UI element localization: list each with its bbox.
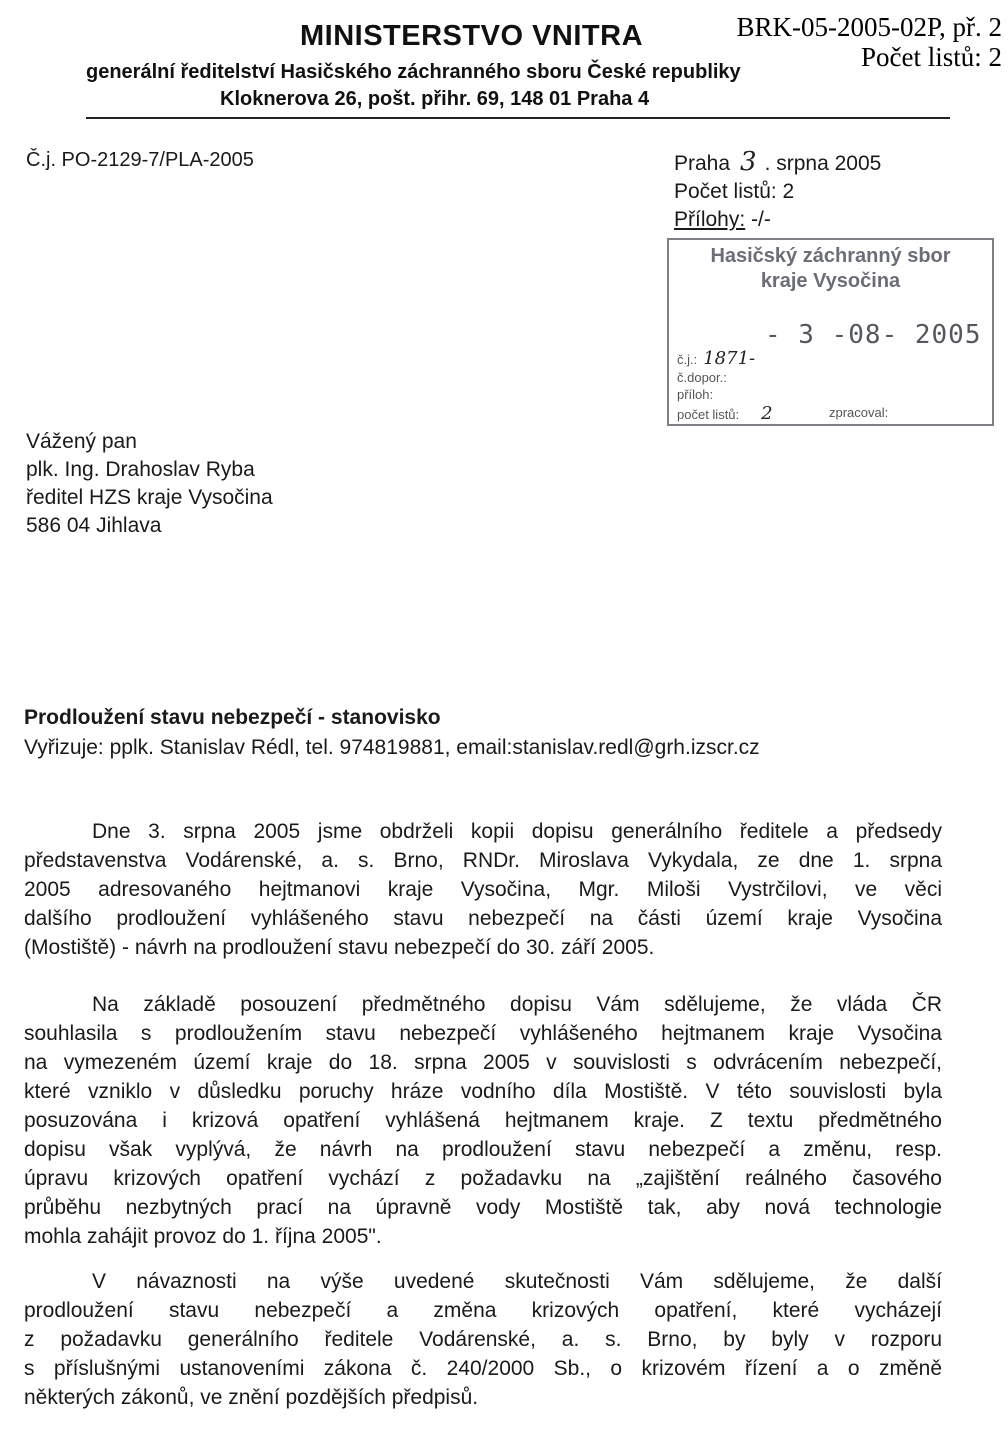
body-paragraph-2 bbox=[24, 990, 942, 1251]
reference-number: Č.j. PO-2129-7/PLA-2005 bbox=[26, 149, 254, 171]
body-line: prodloužení stavu nebezpečí a změna krizových opatření, které vycházejí bbox=[24, 1299, 942, 1322]
body-line: (Mostiště) - návrh na prodloužení stavu nebezpečí do 30. září 2005. bbox=[24, 936, 655, 959]
letterhead-address: Kloknerova 26, pošt. přihr. 69, 148 01 Praha 4 bbox=[220, 88, 650, 110]
body-line: dalšího prodloužení vyhlášeného stavu nebezpečí na části území kraje Vysočina bbox=[24, 907, 942, 930]
stamp-org-line1: Hasičský záchranný sbor bbox=[710, 245, 951, 267]
body-line: z požadavku generálního ředitele Vodárenské, a. s. Brno, by byly v rozporu bbox=[24, 1328, 942, 1351]
addressee-position: ředitel HZS kraje Vysočina bbox=[26, 486, 273, 509]
attachments-value: -/- bbox=[745, 208, 771, 231]
letterhead-divider bbox=[86, 117, 950, 119]
body-line: Na základě posouzení předmětného dopisu Vám sdělujeme, že vláda ČR bbox=[92, 993, 942, 1016]
date-day-handwritten: 3 bbox=[740, 147, 757, 177]
body-line: dopisu však vyplývá, že návrh na prodloužení stavu nebezpečí a změnu, resp. bbox=[24, 1138, 942, 1161]
stamp-pocet-value: 2 bbox=[761, 403, 773, 424]
body-line: Dne 3. srpna 2005 jsme obdrželi kopii dopisu generálního ředitele a předsedy bbox=[92, 820, 942, 843]
stamp-pocet-field bbox=[677, 403, 773, 424]
stamp-pocet-label: počet listů: bbox=[677, 407, 740, 422]
body-line: 2005 adresovaného hejtmanovi kraje Vysočina, Mgr. Miloši Vystrčilovi, ve věci bbox=[24, 878, 942, 901]
addressee-city: 586 04 Jihlava bbox=[26, 514, 162, 537]
stamp-cj-label: č.j.: bbox=[677, 352, 698, 367]
date-city: Praha bbox=[674, 152, 731, 175]
file-reference-id: BRK-05-2005-02P, př. 2 bbox=[736, 12, 1002, 42]
body-paragraph-1 bbox=[24, 817, 942, 962]
addressee-block bbox=[26, 428, 273, 540]
stamp-org-line2: kraje Vysočina bbox=[760, 270, 901, 292]
body-line: představenstva Vodárenské, a. s. Brno, RNDr. Miroslava Vykydala, ze dne 1. srpna bbox=[24, 849, 942, 872]
date-line bbox=[674, 148, 881, 178]
addressee-name: plk. Ing. Drahoslav Ryba bbox=[26, 458, 255, 481]
body-line: s příslušnými ustanoveními zákona č. 240/2000 Sb., o krizovém řízení a o změně bbox=[24, 1357, 942, 1380]
stamp-dopor-label: č.dopor.: bbox=[677, 370, 727, 385]
body-line: úpravu krizových opatření vychází z požadavku na „zajištění reálného časového bbox=[24, 1167, 942, 1190]
handler-contact: Vyřizuje: pplk. Stanislav Rédl, tel. 974819881, email:stanislav.redl@grh.izscr.cz bbox=[24, 736, 760, 759]
body-line: mohla zahájit provoz do 1. října 2005". bbox=[24, 1225, 382, 1248]
letterhead-subtitle: generální ředitelství Hasičského záchranného sboru České republiky bbox=[86, 61, 741, 83]
stamp-zpracoval-label: zpracoval: bbox=[829, 405, 889, 420]
body-line: na vymezeném území kraje do 18. srpna 2005 v souvislosti s odvrácením nebezpečí, bbox=[24, 1051, 942, 1074]
body-line: některých zákonů, ve znění pozdějších předpisů. bbox=[24, 1386, 479, 1409]
sheet-count: Počet listů: 2 bbox=[674, 180, 795, 203]
date-block bbox=[674, 148, 881, 234]
date-month-year: . srpna 2005 bbox=[764, 152, 882, 175]
body-line: posuzována i krizová opatření vyhlášená hejtmanem kraje. Z textu předmětného bbox=[24, 1109, 942, 1132]
letter-subject: Prodloužení stavu nebezpečí - stanovisko bbox=[24, 706, 441, 729]
attachments-line bbox=[674, 206, 881, 234]
stamp-cj-value: 1871- bbox=[703, 348, 756, 369]
letterhead-title: MINISTERSTVO VNITRA bbox=[300, 20, 644, 52]
file-reference-sheets: Počet listů: 2 bbox=[861, 42, 1002, 72]
body-line: souhlasila s prodloužením stavu nebezpečí vyhlášeného hejtmanem kraje Vysočina bbox=[24, 1022, 942, 1045]
stamp-date: - 3 -08- 2005 bbox=[765, 320, 982, 350]
receipt-stamp bbox=[667, 238, 994, 426]
body-paragraph-3 bbox=[24, 1267, 942, 1412]
stamp-priloh-label: příloh: bbox=[677, 387, 714, 402]
body-line: V návaznosti na výše uvedené skutečnosti Vám sdělujeme, že další bbox=[92, 1270, 942, 1293]
addressee-salutation: Vážený pan bbox=[26, 430, 137, 453]
attachments-label: Přílohy: bbox=[674, 208, 746, 231]
stamp-cj-field bbox=[677, 348, 755, 369]
body-line: průběhu nezbytných prací na úpravně vody Mostiště tak, aby nová technologie bbox=[24, 1196, 942, 1219]
body-line: které vzniklo v důsledku poruchy hráze vodního díla Mostiště. V této souvislosti byla bbox=[24, 1080, 942, 1103]
